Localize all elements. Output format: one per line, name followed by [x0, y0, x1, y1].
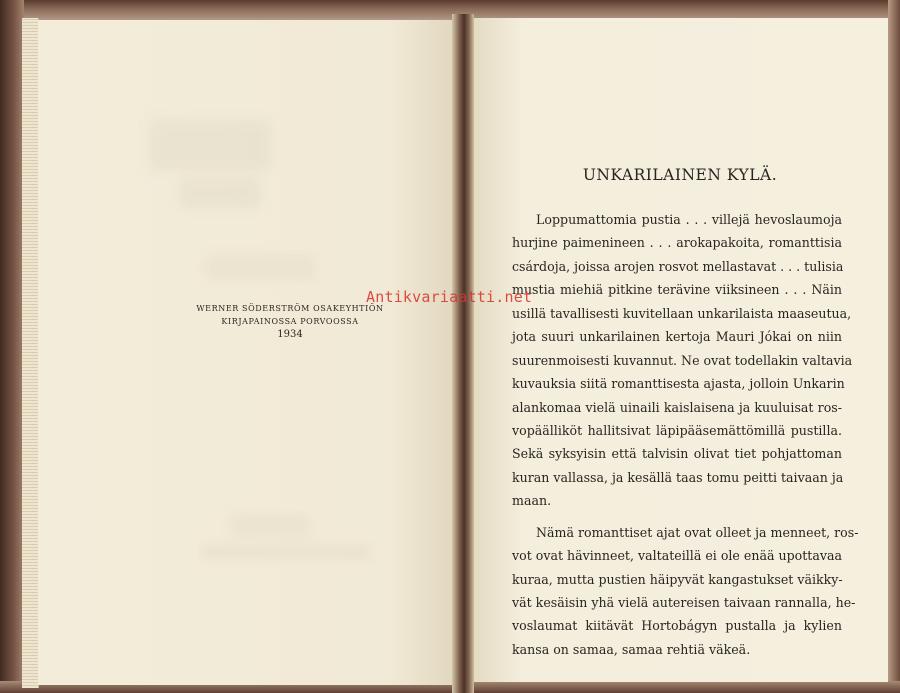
show-through-shading — [205, 255, 315, 280]
book-cover-left-edge — [0, 0, 24, 693]
text-line: Loppumattomia pustia . . . villejä hevoslaumoja — [536, 212, 842, 227]
text-line: jota suuri unkarilainen kertoja Mauri Jókai on niin — [512, 329, 842, 345]
text-line: mustia miehiä pitkine terävine viiksineen . . . Näin — [512, 282, 842, 298]
text-line: alankomaa vielä uinaili kaislaisena ja kuuluisat ros- — [512, 399, 842, 415]
book-cover-right-edge — [888, 0, 900, 693]
text-line: Nämä romanttiset ajat ovat olleet ja menneet, ros- — [536, 524, 859, 540]
imprint-line: KIRJAPAINOSSA PORVOOSSA — [221, 317, 359, 326]
text-line: voslaumat kiitävät Hortobágyn pustalla ja kylien — [512, 618, 842, 634]
chapter-title: UNKARILAINEN KYLÄ. — [582, 166, 778, 184]
imprint-year: 1934 — [277, 329, 303, 340]
text-line: vot ovat hävinneet, valtateillä ei ole enää upottavaa — [512, 548, 842, 564]
text-line: kuraa, mutta pustien häipyvät kangastukset väikky- — [512, 571, 843, 587]
text-line: kuran vallassa, ja kesällä taas tomu peitti taivaan ja — [512, 469, 844, 485]
body-text — [512, 208, 859, 661]
page-stack-edge — [22, 18, 39, 688]
text-line: csárdoja, joissa arojen rosvot mellastavat . . . tulisia — [512, 258, 844, 274]
watermark: Antikvariaatti.net — [366, 288, 533, 306]
show-through-shading — [180, 178, 260, 208]
text-line: suurenmoisesti kuvannut. Ne ovat todellakin valtavia — [512, 352, 853, 368]
book-gutter — [452, 14, 474, 693]
text-line: hurjine paimenineen . . . arokapakoita, romanttisia — [512, 235, 842, 251]
text-line: vopäälliköt hallitsivat läpipääsemättömillä pustilla. — [512, 422, 842, 438]
printer-imprint — [180, 302, 400, 342]
text-line: Sekä syksyisin että talvisin olivat tiet pohjattoman — [512, 446, 842, 462]
text-line: vät kesäisin yhä vielä autereisen taivaan rannalla, he- — [512, 595, 856, 610]
show-through-shading — [150, 120, 270, 170]
text-line: kansa on samaa, samaa rehtiä väkeä. — [512, 641, 751, 657]
show-through-shading — [230, 515, 310, 537]
text-line: kuvauksia siitä romanttisesta ajasta, jolloin Unkarin — [512, 376, 845, 392]
text-line: usillä tavallisesti kuvitellaan unkarilaista maaseutua, — [512, 305, 852, 321]
show-through-shading — [200, 545, 370, 559]
text-line: maan. — [512, 493, 552, 509]
imprint-line: WERNER SÖDERSTRÖM OSAKEYHTIÖN — [196, 304, 384, 313]
